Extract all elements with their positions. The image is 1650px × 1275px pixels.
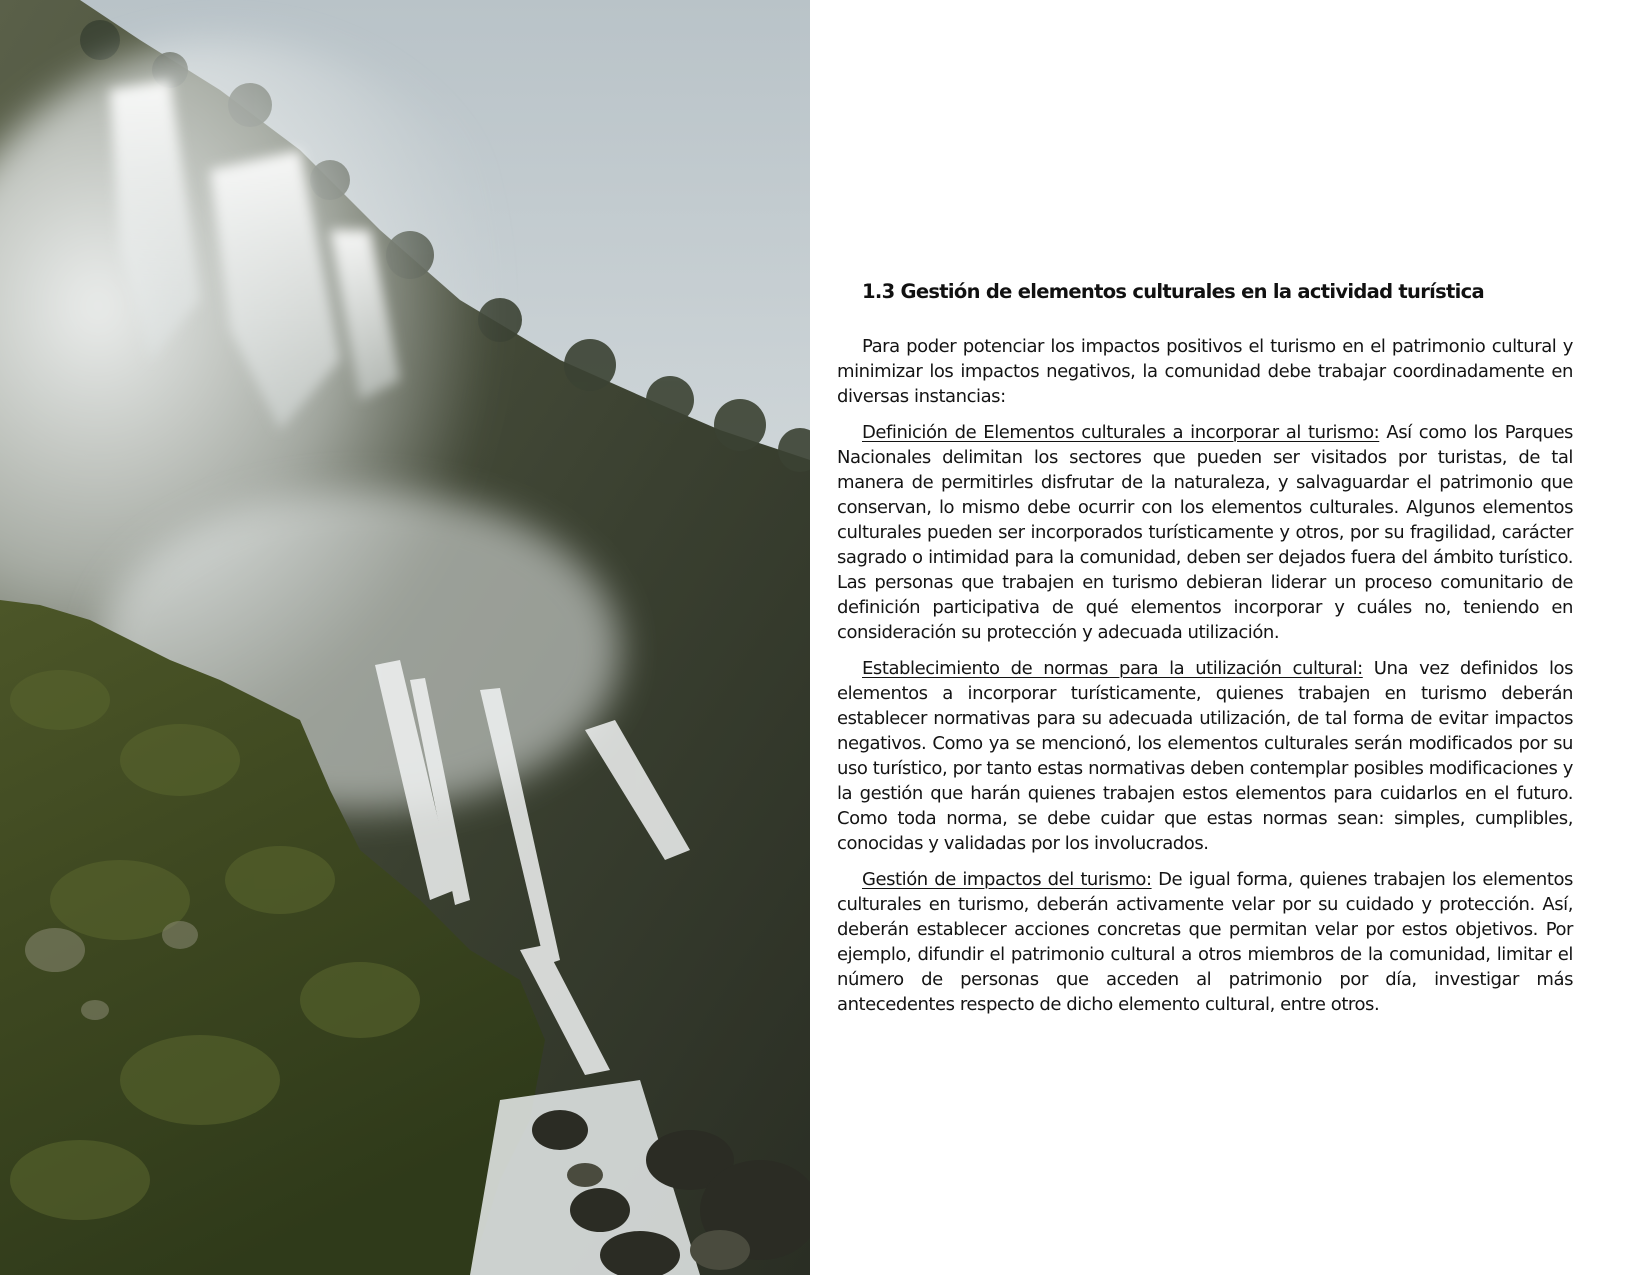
item-term-impactos: Gestión de impactos del turismo: xyxy=(862,869,1152,890)
section-title: 1.3 Gestión de elementos culturales en la actividad turística xyxy=(862,280,1484,303)
item-body-definicion: Así como los Parques Nacionales delimitan los sectores que pueden ser visitados por turistas, de tal manera de permitirles disfrutar de la naturaleza, y salvaguardar el patrimonio que conservan, lo mismo debe ocurrir con los elementos culturales. Algunos elementos culturales pueden ser incorporados turísticamente y otros, por su fragilidad, carácter sagrado o intimidad para la comunidad, deben ser dejados fuera del ámbito turístico. Las personas que trabajen en turismo debieran liderar un proceso comunitario de definición participativa de qué elementos incorporar y cuáles no, teniendo en consideración su protección y adecuada utilización. xyxy=(837,422,1573,643)
item-body-normas: Una vez definidos los elementos a incorporar turísticamente, quienes trabajen en turismo deberán establecer normativas para su adecuada utilización, de tal forma de evitar impactos negativos. Como ya se mencionó, los elementos culturales serán modificados por su uso turístico, por tanto estas normativas deben contemplar posibles modificaciones y la gestión que harán quienes trabajen estos elementos para cuidarlos en el futuro. Como toda norma, se debe cuidar que estas normas sean: simples, cumplibles, conocidas y validadas por los involucrados. xyxy=(837,658,1573,854)
item-body-impactos: De igual forma, quienes trabajen los elementos culturales en turismo, deberán activamente velar por su cuidado y protección. Así, deberán establecer acciones concretas que permitan velar por estos objetivos. Por ejemplo, difundir el patrimonio cultural a otros miembros de la comunidad, limitar el número de personas que acceden al patrimonio por día, investigar más antecedentes respecto de dicho elemento cultural, entre otros. xyxy=(837,869,1573,1015)
intro-paragraph: Para poder potenciar los impactos positivos el turismo en el patrimonio cultural y minimizar los impactos negativos, la comunidad debe trabajar coordinadamente en diversas instancias: xyxy=(837,336,1573,407)
item-paragraph-definicion xyxy=(837,420,1573,645)
item-paragraph-impactos xyxy=(837,867,1573,1017)
item-paragraph-normas xyxy=(837,656,1573,856)
waterfall-photo xyxy=(0,0,810,1275)
text-column xyxy=(837,274,1573,1028)
item-term-normas: Establecimiento de normas para la utilización cultural: xyxy=(862,658,1363,679)
waterfall-photo-illustration xyxy=(0,0,810,1275)
item-term-definicion: Definición de Elementos culturales a incorporar al turismo: xyxy=(862,422,1380,443)
